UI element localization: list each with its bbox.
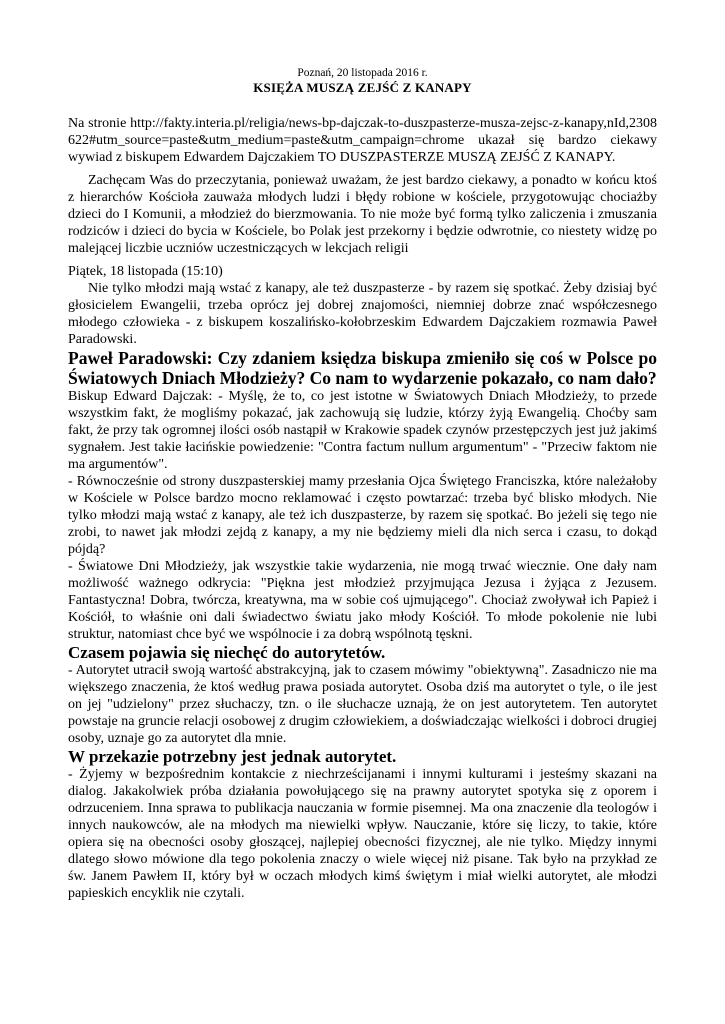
authority-paragraph: - Autorytet utracił swoją wartość abstrakcyjną, jak to czasem mówimy "obiektywną". Zasadniczo nie ma większego znaczenia, że ktoś według prawa posiada autorytet. Osoba dziś ma autorytet o tyle, o ile jest on jej "udzielony" przez słuchaczy, tzn. o ile słuchacze uznają, że on jest autorytetem. Ten autorytet powstaje na gruncie relacji osobowej z drugim człowiekiem, a doświadczając wielkości i dobroci drugiej osoby, uznaje go za autorytet dla mnie. xyxy=(68,663,657,746)
answer-paragraph-1: Biskup Edward Dajczak: - Myślę, że to, co jest istotne w Światowych Dniach Młodzieży, to przede wszystkim fakt, że mogliśmy pokazać, jak zachowują się ludzie, którzy żyją Ewangelią. Choćby sam fakt, że przy tak ogromnej ilości osób nastąpił w Krakowie spadek czynów przestępczych jest już jakimś sygnałem. Jest takie łacińskie powiedzenie: "Contra factum nullum argumentum" - "Przeciw faktom nie ma argumentów". xyxy=(68,389,657,472)
date-line: Poznań, 20 listopada 2016 r. xyxy=(297,67,428,79)
interview-question: Paweł Paradowski: Czy zdaniem księdza biskupa zmieniło się coś w Polsce po Światowych Dniach Młodzieży? Co nam to wydarzenie pokazało, co nam dało? xyxy=(68,348,657,388)
answer-paragraph-2: - Równocześnie od strony duszpasterskiej mamy przesłania Ojca Świętego Franciszka, które należałoby w Kościele w Polsce bardzo mocno reklamować i często powtarzać: trzeba być blisko młodych. Nie tylko młodzi mają wstać z kanapy, ale też ich duszpasterze, by razem się spotkać. Bo jeżeli się tego nie zrobi, to nawet jak młodzi zejdą z kanapy, a my nie będziemy mieli dla nich serca i czasu, to dokąd pójdą? xyxy=(68,474,657,557)
transmission-paragraph: - Żyjemy w bezpośrednim kontakcie z niechrześcijanami i innymi kulturami i jesteśmy skazani na dialog. Jakakolwiek próba działania powołującego się na prawny autorytet spotyka się z oporem i odrzuceniem. Inna sprawa to publikacja nauczania w formie pisemnej. Ma ona znaczenie dla teologów i innych naukowców, ale na młodych ma niewielki wpływ. Nauczanie, które się liczy, to takie, które opiera się na obecności osoby głoszącej, najlepiej obecności fizycznej, ale nie tylko. Między innymi dlatego słowo mówione dla tego pokolenia znaczy o wiele więcej niż pisane. Tak było na przykład ze św. Janem Pawłem II, który był w oczach młodych kimś świętym i miał wielki autorytet, ale młodzi papieskich encyklik nie czytali. xyxy=(68,767,657,901)
lead-paragraph: Nie tylko młodzi mają wstać z kanapy, ale też duszpasterze - by razem się spotkać. Żeby dzisiaj być głosicielem Ewangelii, trzeba oprócz jej dobrej znajomości, niemniej dobrze znać współczesnego młodego człowieka - z biskupem koszalińsko-kołobrzeskim Edwardem Dajczakiem rozmawia Paweł Paradowski. xyxy=(68,281,657,347)
intro-paragraph xyxy=(68,115,657,166)
document-title: KSIĘŻA MUSZĄ ZEJŚĆ Z KANAPY xyxy=(253,80,472,95)
heading-authority: Czasem pojawia się niechęć do autorytetów. xyxy=(68,643,386,662)
encourage-paragraph: Zachęcam Was do przeczytania, ponieważ uważam, że jest bardzo ciekawy, a ponadto w końcu ktoś z hierarchów Kościoła zauważa młodych ludzi i błędy robione w kościele, przygotowując chociażby dzieci do I Komunii, a młodzież do bierzmowania. To nie może być formą tylko zaliczenia i zmuszania rodziców i dzieci do bycia w Kościele, bo Polak jest przekorny i będzie odwrotnie, co niestety widzę po malejącej liczbie uczniów uczestniczących w lekcjach religii xyxy=(68,173,657,256)
article-link[interactable]: http://fakty.interia.pl/religia/news-bp-dajczak-to-duszpasterze-musza-zejsc-z-kanapy,nId,2308622#utm_source=paste&utm_medium=paste&utm_campaign=chrome xyxy=(68,116,657,148)
dateline: Piątek, 18 listopada (15:10) xyxy=(68,264,223,279)
answer-paragraph-3: - Światowe Dni Młodzieży, jak wszystkie takie wydarzenia, nie mogą trwać wiecznie. One dały nam możliwość ważnego odkrycia: "Piękna jest młodzież przyjmująca Jezusa i żyjąca z Jezusem. Fantastyczna! Dobra, twórcza, kreatywna, ma w sobie coś ujmującego". Chociaż zwoływał ich Papież i Kościół, to właśnie oni dali świadectwo światu jako młody Kościół. To młode pokolenie nie lubi struktur, natomiast chce być we wspólnocie i za dobrą wspólnotą tęskni. xyxy=(68,559,657,642)
intro-text-before: Na stronie xyxy=(68,116,131,131)
document-page xyxy=(68,66,657,902)
intro-text-after: ukazał się bardzo ciekawy wywiad z biskupem Edwardem Dajczakiem TO DUSZPASTERZE MUSZĄ ZEJŚĆ Z KANAPY. xyxy=(68,133,657,165)
heading-transmission: W przekazie potrzebny jest jednak autorytet. xyxy=(68,747,397,766)
